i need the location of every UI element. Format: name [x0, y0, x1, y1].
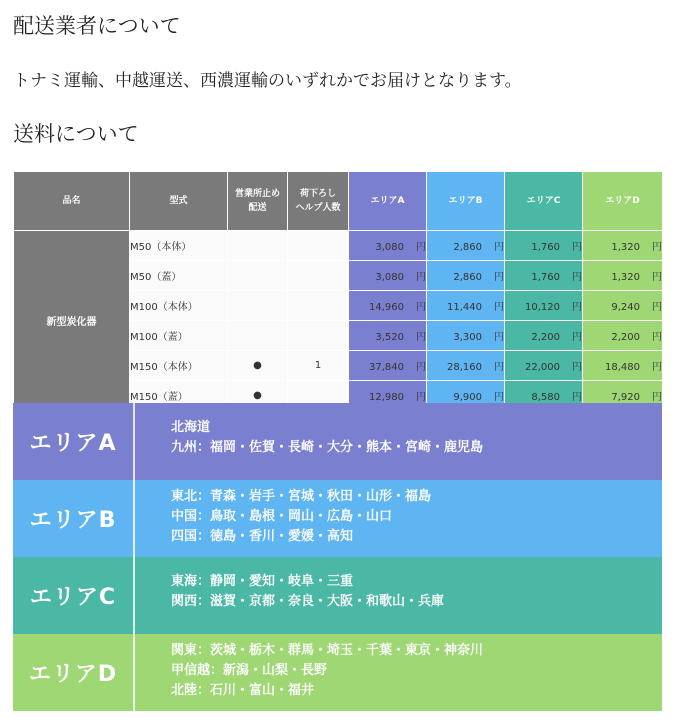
area-d-prefectures — [135, 634, 662, 711]
prefecture-line: 九州：福岡・佐賀・長崎・大分・熊本・宮崎・鹿児島 — [171, 440, 484, 455]
price-area-a — [349, 231, 427, 261]
yen-label: 円 — [416, 392, 426, 403]
price-value: 3,080 — [375, 242, 404, 253]
price-area-d — [583, 291, 663, 321]
header-product: 品名 — [14, 172, 130, 231]
price-area-a — [349, 261, 427, 291]
product-name-cell: 新型炭化器 — [14, 231, 130, 411]
area-a-label: エリアA — [13, 403, 135, 480]
yen-label: 円 — [652, 332, 662, 343]
yen-label: 円 — [416, 302, 426, 313]
table-row — [14, 231, 663, 261]
price-value: 11,440 — [447, 302, 482, 313]
model-cell: M50（本体） — [130, 231, 228, 261]
header-stop-delivery — [228, 172, 288, 231]
stop-delivery-cell — [228, 291, 288, 321]
stop-delivery-cell — [228, 261, 288, 291]
price-value: 2,200 — [611, 332, 640, 343]
yen-label: 円 — [494, 362, 504, 373]
helpers-cell: 1 — [288, 351, 349, 381]
price-area-d — [583, 351, 663, 381]
yen-label: 円 — [572, 362, 582, 373]
shipping-fee-table — [13, 171, 663, 411]
yen-label: 円 — [652, 242, 662, 253]
price-value: 1,760 — [531, 272, 560, 283]
price-area-c — [505, 291, 583, 321]
yen-label: 円 — [572, 302, 582, 313]
price-value: 3,300 — [453, 332, 482, 343]
prefecture-line: 東北：青森・岩手・宮城・秋田・山形・福島 — [171, 489, 432, 504]
yen-label: 円 — [652, 272, 662, 283]
yen-label: 円 — [572, 392, 582, 403]
yen-label: 円 — [572, 242, 582, 253]
price-area-a — [349, 321, 427, 351]
area-c-block — [13, 557, 662, 634]
price-value: 22,000 — [525, 362, 560, 373]
price-area-c — [505, 351, 583, 381]
prefecture-line: 関東：茨城・栃木・群馬・埼玉・千葉・東京・神奈川 — [171, 643, 484, 658]
area-c-label: エリアC — [13, 557, 135, 634]
model-cell: M150（本体） — [130, 351, 228, 381]
price-value: 1,320 — [611, 242, 640, 253]
area-a-block — [13, 403, 662, 480]
price-area-c — [505, 231, 583, 261]
header-helpers-line1: 荷下ろし — [299, 189, 336, 199]
helpers-cell — [288, 321, 349, 351]
prefecture-line: 中国：鳥取・島根・岡山・広島・山口 — [171, 509, 393, 524]
price-value: 28,160 — [447, 362, 482, 373]
model-cell: M100（本体） — [130, 291, 228, 321]
header-helpers — [288, 172, 349, 231]
helpers-cell — [288, 261, 349, 291]
price-value: 10,120 — [525, 302, 560, 313]
prefecture-line: 四国：徳島・香川・愛媛・高知 — [171, 529, 354, 544]
header-area-c: エリアC — [505, 172, 583, 231]
price-area-d — [583, 231, 663, 261]
helpers-cell — [288, 291, 349, 321]
price-value: 3,080 — [375, 272, 404, 283]
price-area-b — [427, 351, 505, 381]
header-stop-delivery-line2: 配送 — [248, 203, 267, 213]
price-value: 2,200 — [531, 332, 560, 343]
shipping-fee-heading: 送料について — [13, 122, 139, 146]
price-value: 1,760 — [531, 242, 560, 253]
yen-label: 円 — [652, 392, 662, 403]
price-value: 9,240 — [611, 302, 640, 313]
price-area-b — [427, 321, 505, 351]
table-header-row — [14, 172, 663, 231]
area-b-label: エリアB — [13, 480, 135, 557]
yen-label: 円 — [494, 302, 504, 313]
price-area-c — [505, 321, 583, 351]
yen-label: 円 — [494, 242, 504, 253]
price-area-b — [427, 231, 505, 261]
price-value: 9,900 — [453, 392, 482, 403]
yen-label: 円 — [416, 332, 426, 343]
price-area-c — [505, 261, 583, 291]
delivery-carrier-heading: 配送業者について — [13, 14, 181, 38]
stop-delivery-cell: ● — [228, 351, 288, 381]
model-cell: M150（蓋） — [130, 381, 228, 411]
stop-delivery-cell: ● — [228, 381, 288, 411]
area-c-prefectures — [135, 557, 662, 634]
yen-label: 円 — [572, 332, 582, 343]
prefecture-line: 北海道 — [171, 420, 211, 435]
header-helpers-line2: ヘルプ人数 — [295, 203, 341, 213]
stop-delivery-cell — [228, 231, 288, 261]
price-value: 8,580 — [531, 392, 560, 403]
yen-label: 円 — [416, 242, 426, 253]
area-d-label: エリアD — [13, 634, 135, 711]
yen-label: 円 — [652, 302, 662, 313]
price-value: 7,920 — [611, 392, 640, 403]
yen-label: 円 — [416, 272, 426, 283]
area-a-prefectures — [135, 403, 662, 480]
yen-label: 円 — [572, 272, 582, 283]
price-value: 14,960 — [369, 302, 404, 313]
header-area-d: エリアD — [583, 172, 663, 231]
stop-delivery-cell — [228, 321, 288, 351]
price-area-b — [427, 291, 505, 321]
header-model: 型式 — [130, 172, 228, 231]
price-value: 2,860 — [453, 272, 482, 283]
area-list — [13, 403, 662, 711]
price-area-a — [349, 291, 427, 321]
yen-label: 円 — [416, 362, 426, 373]
prefecture-line: 関西：滋賀・京都・奈良・大阪・和歌山・兵庫 — [171, 594, 445, 609]
header-area-a: エリアA — [349, 172, 427, 231]
prefecture-line: 北陸：石川・富山・福井 — [171, 683, 315, 698]
area-d-block — [13, 634, 662, 711]
helpers-cell — [288, 231, 349, 261]
area-b-block — [13, 480, 662, 557]
price-area-d — [583, 321, 663, 351]
header-area-b: エリアB — [427, 172, 505, 231]
price-value: 18,480 — [605, 362, 640, 373]
price-value: 37,840 — [369, 362, 404, 373]
model-cell: M50（蓋） — [130, 261, 228, 291]
model-cell: M100（蓋） — [130, 321, 228, 351]
yen-label: 円 — [652, 362, 662, 373]
prefecture-line: 東海：静岡・愛知・岐阜・三重 — [171, 574, 354, 589]
header-stop-delivery-line1: 営業所止め — [234, 189, 280, 199]
price-value: 1,320 — [611, 272, 640, 283]
price-value: 3,520 — [375, 332, 404, 343]
price-value: 2,860 — [453, 242, 482, 253]
price-value: 12,980 — [369, 392, 404, 403]
area-b-prefectures — [135, 480, 662, 557]
yen-label: 円 — [494, 332, 504, 343]
prefecture-line: 甲信越：新潟・山梨・長野 — [171, 663, 328, 678]
yen-label: 円 — [494, 392, 504, 403]
price-area-a — [349, 351, 427, 381]
delivery-carrier-text: トナミ運輸、中越運送、西濃運輸のいずれかでお届けとなります。 — [13, 71, 522, 91]
price-area-b — [427, 261, 505, 291]
yen-label: 円 — [494, 272, 504, 283]
price-area-d — [583, 261, 663, 291]
